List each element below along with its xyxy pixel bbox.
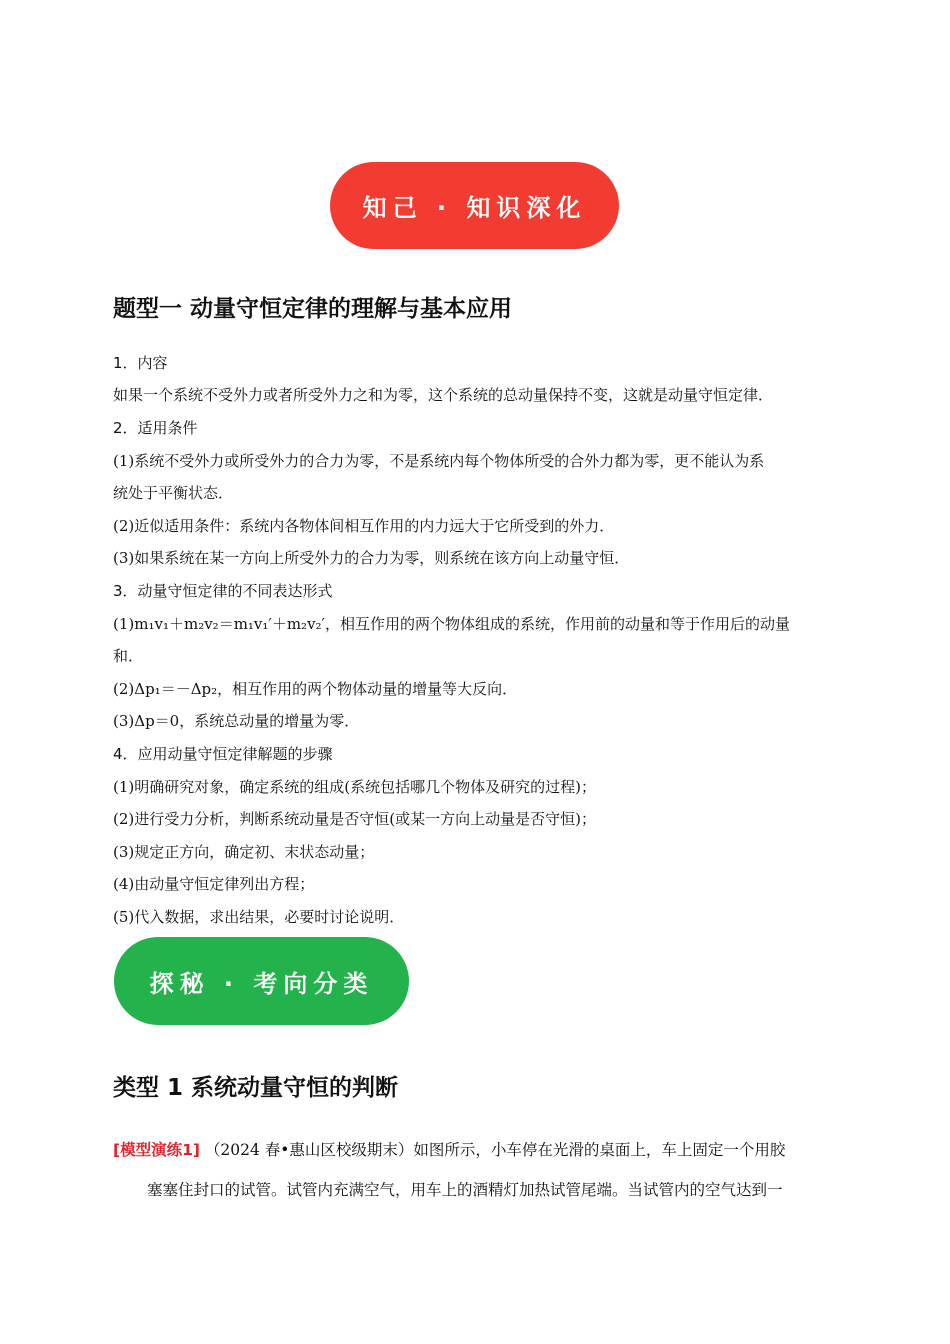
banner-knowledge: 知己 · 知识深化 bbox=[330, 162, 619, 249]
section-3-line-3: (2)Δp₁＝－Δp₂，相互作用的两个物体动量的增量等大反向． bbox=[113, 680, 518, 698]
section-2-line-2: 统处于平衡状态． bbox=[113, 484, 234, 502]
section-4-line-4: (4)由动量守恒定律列出方程； bbox=[113, 875, 315, 893]
section-3-line-4: (3)Δp＝0，系统总动量的增量为零． bbox=[113, 712, 360, 730]
section-2-line-4: (3)如果系统在某一方向上所受外力的合力为零，则系统在该方向上动量守恒． bbox=[113, 549, 630, 567]
section-4-line-5: (5)代入数据，求出结果，必要时讨论说明． bbox=[113, 908, 405, 926]
banner-explore: 探秘 · 考向分类 bbox=[114, 937, 409, 1025]
practice-tag: [模型演练1] bbox=[113, 1141, 200, 1159]
section-1-title: 1．内容 bbox=[113, 354, 168, 372]
section-4-title: 4．应用动量守恒定律解题的步骤 bbox=[113, 745, 333, 763]
heading-type-1: 类型 1 系统动量守恒的判断 bbox=[113, 1075, 399, 1101]
section-2-line-3: (2)近似适用条件：系统内各物体间相互作用的内力远大于它所受到的外力． bbox=[113, 517, 615, 535]
section-3-line-1: (1)m₁v₁＋m₂v₂＝m₁v₁′＋m₂v₂′，相互作用的两个物体组成的系统，作用前的动量和等于作用后的动量 bbox=[113, 615, 790, 633]
section-3-line-2: 和． bbox=[113, 647, 144, 665]
section-4-line-3: (3)规定正方向，确定初、末状态动量； bbox=[113, 843, 375, 861]
section-3-title: 3．动量守恒定律的不同表达形式 bbox=[113, 582, 333, 600]
practice-line-1 bbox=[113, 1138, 785, 1160]
section-1-body: 如果一个系统不受外力或者所受外力之和为零，这个系统的总动量保持不变，这就是动量守恒定律． bbox=[113, 386, 774, 404]
practice-text-1: （2024 春•惠山区校级期末）如图所示，小车停在光滑的桌面上，车上固定一个用胶 bbox=[204, 1141, 786, 1159]
section-2-title: 2．适用条件 bbox=[113, 419, 198, 437]
heading-type-one: 题型一 动量守恒定律的理解与基本应用 bbox=[113, 296, 513, 322]
section-2-line-1: (1)系统不受外力或所受外力的合力为零，不是系统内每个物体所受的合外力都为零，更不能认为系 bbox=[113, 452, 765, 470]
practice-line-2: 塞塞住封口的试管。试管内充满空气，用车上的酒精灯加热试管尾端。当试管内的空气达到一 bbox=[147, 1181, 783, 1199]
section-4-line-2: (2)进行受力分析，判断系统动量是否守恒(或某一方向上动量是否守恒)； bbox=[113, 810, 596, 828]
section-4-line-1: (1)明确研究对象，确定系统的组成(系统包括哪几个物体及研究的过程)； bbox=[113, 778, 596, 796]
